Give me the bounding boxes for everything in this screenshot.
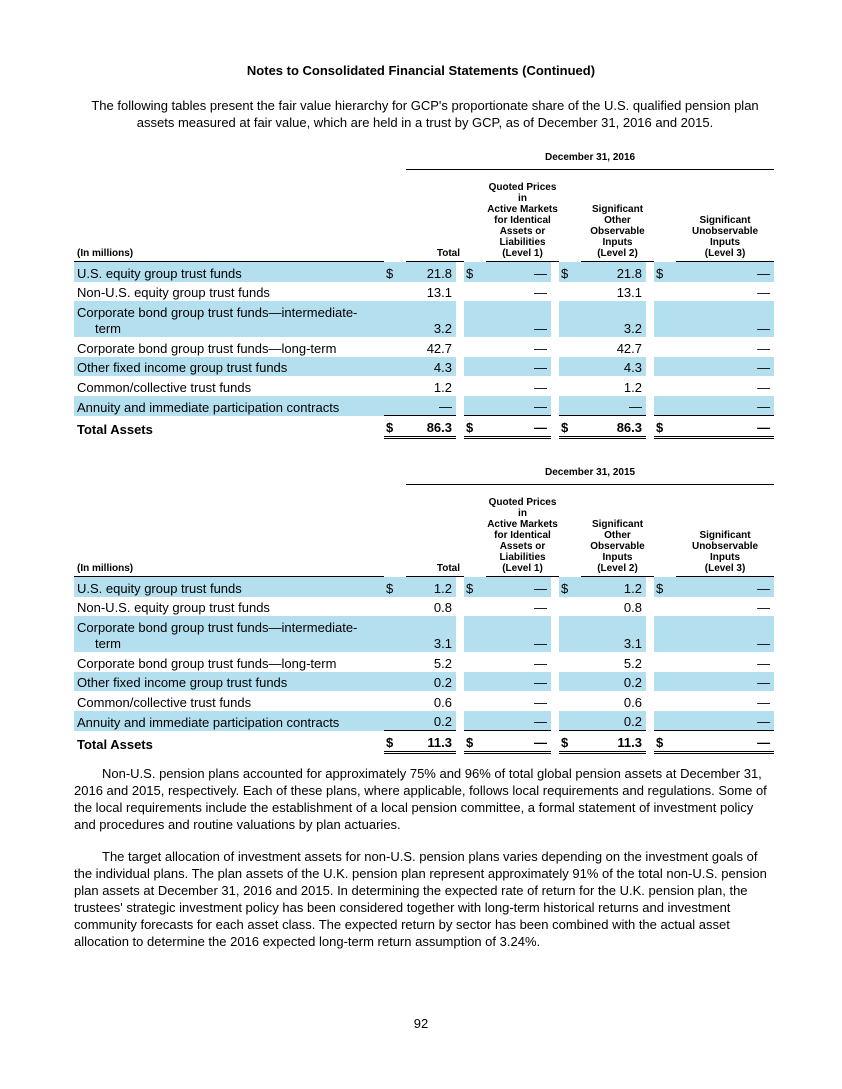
currency-symbol: $ [559,731,581,753]
header-level1-line: Liabilities [499,552,546,563]
value-total: 4.3 [406,357,456,377]
value-total: 42.7 [426,340,452,356]
value-level1: — [534,285,547,300]
row-label-text: Other fixed income group trust funds [77,360,288,375]
row-label [74,262,384,282]
value-total: 3.1 [406,616,456,652]
currency-symbol [654,597,676,617]
header-level1-line: Assets or [499,541,546,552]
header-total: Total [406,170,464,262]
currency-symbol [559,711,581,731]
currency-symbol [464,376,486,396]
currency-symbol [654,396,676,416]
currency-symbol: $ [464,731,486,753]
table-row [74,711,774,731]
value-level2: 13.1 [616,285,642,300]
value-level2: 3.2 [581,301,646,337]
header-level2-line: Observable [590,541,645,552]
row-label [74,376,384,396]
total-level2: 11.3 [581,731,646,753]
currency-symbol [654,357,676,377]
value-total: 3.2 [406,301,456,337]
header-level2-line: Significant [591,204,644,215]
value-level2: — [581,396,646,416]
value-total: 1.2 [433,379,452,395]
row-label [74,396,384,416]
total-total: 11.3 [406,731,456,753]
header-level2-line: (Level 2) [597,248,638,259]
value-total: 5.2 [433,655,452,671]
currency-symbol: $ [384,731,406,753]
currency-symbol [654,652,676,672]
header-level1-line: Liabilities [499,237,546,248]
value-level1: — [534,655,547,671]
currency-symbol: $ [464,262,486,282]
value-level3: — [676,301,774,337]
table-row [74,262,774,282]
currency-symbol [384,652,406,672]
value-level3: — [757,340,771,356]
value-level2: 0.2 [581,711,646,731]
currency-symbol [559,337,581,357]
header-level2-line: Inputs [602,552,633,563]
row-label [74,337,384,357]
currency-symbol [384,282,406,302]
row-label [74,577,384,597]
row-label-continuation: term [95,321,121,336]
currency-symbol [559,376,581,396]
header-level2-line: (Level 2) [597,563,638,574]
currency-symbol [464,337,486,357]
value-level2: 0.2 [581,672,646,692]
currency-symbol [384,691,406,711]
value-level1: — [486,301,551,337]
row-label [74,616,384,652]
currency-symbol [654,691,676,711]
header-level3-line: Unobservable [691,541,759,552]
table-row [74,282,774,302]
header-level1-line: Active Markets [487,519,558,530]
header-level1-line: (Level 1) [502,563,543,574]
currency-symbol: $ [559,577,581,597]
value-level3: — [676,672,774,692]
currency-symbol [464,396,486,416]
row-label-continuation: term [95,636,121,651]
currency-symbol [559,616,581,652]
row-label-text: Non-U.S. equity group trust funds [77,285,270,300]
value-level3: — [757,694,771,710]
paragraph-target-allocation: The target allocation of investment assets for non-U.S. pension plans varies depending on the investment goals of the individual plans. The plan assets of the U.K. pension plan represent approximately 91% of the total non-U.S. pension plan assets at December 31, 2016 and 2015. In determining the expected rate of return for the U.K. pension plan, the trustees' strategic investment policy has been considered together with long-term historical returns and investment community forecasts for each asset class. The expected return by sector has been combined with the actual asset allocation to determine the 2016 expected long-term return assumption of 3.24%. [74,849,767,949]
total-row [74,731,774,753]
value-level3: — [676,262,774,282]
value-level2: 0.8 [623,600,642,615]
table-row [74,357,774,377]
value-level3: — [757,379,771,395]
currency-symbol [654,282,676,302]
value-level1: — [486,616,551,652]
row-label-text: Annuity and immediate participation contracts [77,399,340,415]
value-level1: — [534,694,547,710]
row-label-text: Corporate bond group trust funds—long-term [77,340,337,356]
currency-symbol: $ [464,577,486,597]
fair-value-table-2015 [74,465,774,754]
currency-symbol [654,672,676,692]
header-level2 [581,170,654,262]
total-row [74,416,774,438]
units-label: (In millions) [74,485,384,577]
currency-symbol [384,337,406,357]
currency-symbol [654,301,676,337]
row-label-text: Non-U.S. equity group trust funds [77,600,270,615]
value-total: 0.6 [433,694,452,710]
units-label: (In millions) [74,170,384,262]
currency-symbol: $ [559,262,581,282]
header-level1-line: Active Markets [487,204,558,215]
currency-symbol [464,357,486,377]
value-level1: — [534,600,547,615]
page-number: 92 [413,1016,429,1031]
currency-symbol: $ [384,577,406,597]
total-level3: — [676,416,774,438]
value-total: 0.2 [406,672,456,692]
row-label [74,672,384,692]
total-level3: — [676,731,774,753]
column-header-row [74,170,774,262]
table-row [74,577,774,597]
table-row [74,597,774,617]
period-header-row [74,150,774,170]
header-level3 [676,170,774,262]
header-level1-line: for Identical [494,215,551,226]
row-label-text: Other fixed income group trust funds [77,675,288,690]
value-level1: — [486,711,551,731]
header-level2-line: Inputs [602,237,633,248]
currency-symbol: $ [654,577,676,597]
value-level3: — [676,357,774,377]
value-level1: — [486,262,551,282]
row-label [74,282,384,302]
currency-symbol [384,396,406,416]
currency-symbol [464,282,486,302]
header-level1-line: in [518,508,527,519]
currency-symbol [654,337,676,357]
currency-symbol: $ [559,416,581,438]
header-level2-line: Other [604,215,631,226]
currency-symbol: $ [384,262,406,282]
header-level3-line: Unobservable [691,226,759,237]
value-level2: 4.3 [581,357,646,377]
row-label-text: Corporate bond group trust funds—long-term [77,655,337,671]
currency-symbol [559,396,581,416]
header-level3 [676,485,774,577]
currency-symbol: $ [464,416,486,438]
header-level3-line: (Level 3) [704,563,746,574]
value-level3: — [757,285,771,300]
period-label: December 31, 2016 [406,150,774,170]
currency-symbol [464,616,486,652]
currency-symbol: $ [654,262,676,282]
currency-symbol [559,282,581,302]
header-level1-line: for Identical [494,530,551,541]
header-level3-line: Significant [699,530,751,541]
column-header-row [74,485,774,577]
currency-symbol [464,672,486,692]
value-level2: 21.8 [581,262,646,282]
table-row [74,376,774,396]
value-level3: — [676,396,774,416]
row-label-text: Common/collective trust funds [77,694,252,710]
row-label-text: U.S. equity group trust funds [77,265,242,281]
value-total: 21.8 [406,262,456,282]
value-level1: — [486,396,551,416]
header-level1-line: Assets or [499,226,546,237]
header-level3-line: Inputs [710,552,741,563]
value-level1: — [486,672,551,692]
total-level1: — [486,416,551,438]
header-level2-line: Significant [591,519,644,530]
currency-symbol [559,652,581,672]
currency-symbol [654,711,676,731]
row-label-text: U.S. equity group trust funds [77,580,242,596]
currency-symbol [384,597,406,617]
header-level1-line: Quoted Prices [488,182,557,193]
currency-symbol [464,652,486,672]
row-label [74,597,384,617]
row-label-text: Common/collective trust funds [77,379,252,395]
value-total: 0.8 [433,600,452,615]
intro-paragraph: The following tables present the fair value hierarchy for GCP's proportionate share of the U.S. qualified pension plan assets measured at fair value, which are held in a trust by GCP, as of December 31, 2016 and 2015. [91,98,759,130]
table-row [74,337,774,357]
header-level1-line: in [518,193,527,204]
value-level3: — [676,577,774,597]
table-row [74,616,774,652]
fair-value-table-2016 [74,150,774,439]
currency-symbol [384,301,406,337]
period-header-row [74,465,774,485]
currency-symbol [384,672,406,692]
currency-symbol [559,691,581,711]
total-level2: 86.3 [581,416,646,438]
period-label: December 31, 2015 [406,465,774,485]
header-level1-line: (Level 1) [502,248,543,259]
value-total: — [406,396,456,416]
table-row [74,691,774,711]
currency-symbol [559,301,581,337]
header-level3-line: (Level 3) [704,248,746,259]
paragraph-non-us-plans: Non-U.S. pension plans accounted for approximately 75% and 96% of total global pension assets at December 31, 2016 and 2015, respectively. Each of these plans, where applicable, follows local requirements and regulations. Some of the local requirements include the establishment of a local pension committee, a formal statement of investment policy and procedures and routine valuations by plan actuaries. [74,766,767,832]
value-level2: 1.2 [581,577,646,597]
currency-symbol [384,376,406,396]
header-level3-line: Inputs [710,237,741,248]
value-level2: 42.7 [616,340,642,356]
row-label [74,357,384,377]
currency-symbol: $ [654,416,676,438]
value-level1: — [486,577,551,597]
currency-symbol [384,357,406,377]
value-level1: — [534,340,547,356]
row-label-text: Annuity and immediate participation contracts [77,714,340,730]
total-label: Total Assets [77,736,153,752]
header-level1 [486,485,559,577]
page-title: Notes to Consolidated Financial Statements (Continued) [246,63,596,78]
currency-symbol [384,616,406,652]
currency-symbol: $ [384,416,406,438]
currency-symbol [464,597,486,617]
header-level2-line: Observable [590,226,645,237]
row-label-text: Corporate bond group trust funds—intermediate- [77,305,358,320]
value-level2: 1.2 [623,379,642,395]
currency-symbol [559,672,581,692]
total-label: Total Assets [77,421,153,437]
currency-symbol [464,711,486,731]
currency-symbol [654,616,676,652]
currency-symbol [384,711,406,731]
total-level1: — [486,731,551,753]
currency-symbol [464,691,486,711]
header-level3-line: Significant [699,215,751,226]
row-label [74,711,384,731]
total-total: 86.3 [406,416,456,438]
currency-symbol [559,597,581,617]
currency-symbol [559,357,581,377]
value-level2: 3.1 [581,616,646,652]
row-label [74,301,384,337]
table-row [74,652,774,672]
value-level2: 0.6 [623,694,642,710]
value-level2: 5.2 [623,655,642,671]
value-level3: — [676,711,774,731]
value-level3: — [757,600,771,615]
value-total: 0.2 [406,711,456,731]
row-label [74,652,384,672]
header-level2 [581,485,654,577]
value-total: 13.1 [426,285,452,300]
row-label [74,691,384,711]
currency-symbol [464,301,486,337]
table-row [74,396,774,416]
header-total: Total [406,485,464,577]
value-level1: — [534,379,547,395]
value-level1: — [486,357,551,377]
table-row [74,301,774,337]
row-label-text: Corporate bond group trust funds—intermediate- [77,620,358,635]
header-level1 [486,170,559,262]
value-level3: — [757,655,771,671]
currency-symbol [654,376,676,396]
value-level3: — [676,616,774,652]
value-total: 1.2 [406,577,456,597]
header-level2-line: Other [604,530,631,541]
header-level1-line: Quoted Prices [488,497,557,508]
currency-symbol: $ [654,731,676,753]
table-row [74,672,774,692]
